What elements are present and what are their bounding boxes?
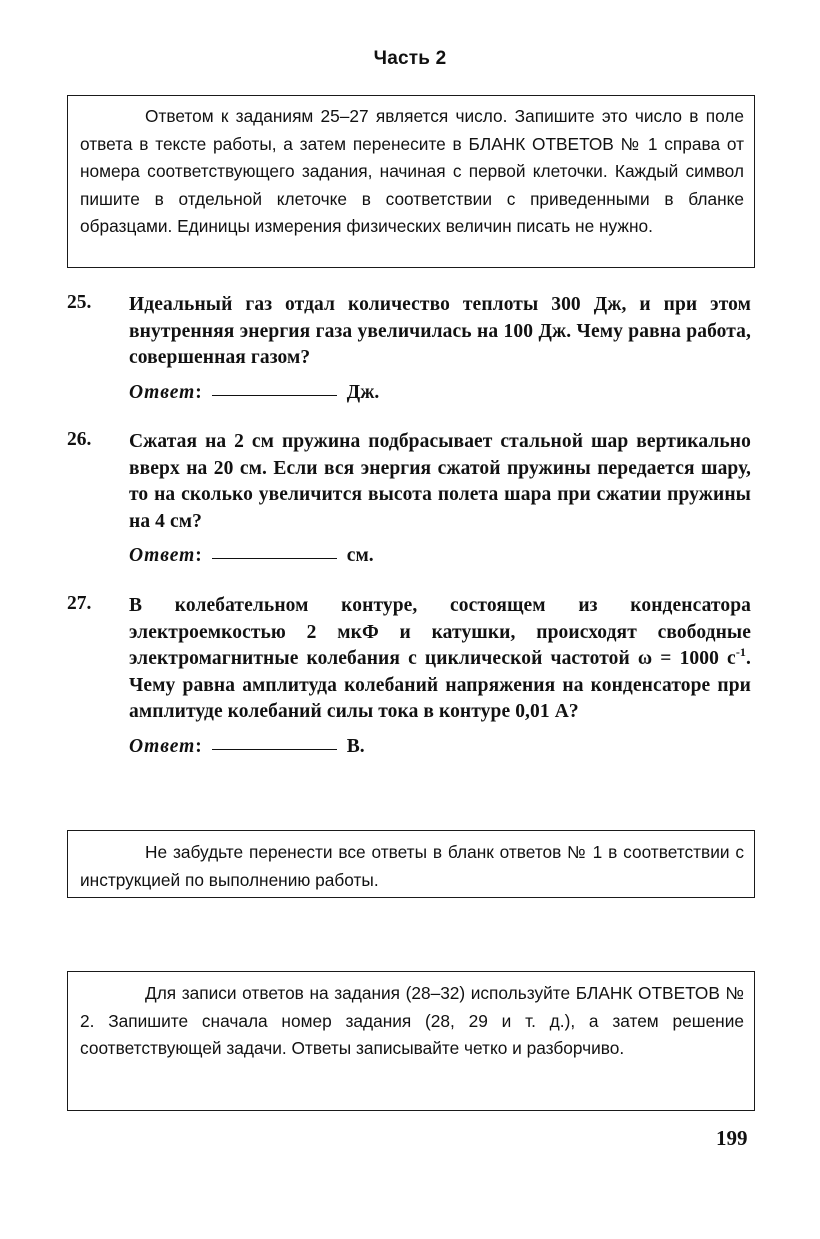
answer-unit: В. (346, 735, 365, 757)
answer-blank[interactable] (212, 557, 337, 559)
answer-colon: : (195, 545, 202, 566)
part-title: Часть 2 (373, 48, 447, 69)
task-27 (67, 593, 757, 758)
answer-row (129, 736, 757, 758)
answer-unit: Дж. (346, 381, 380, 403)
answer-label: Ответ (129, 381, 196, 403)
task-text (129, 593, 751, 726)
reminder-text: Не забудьте перенести все ответы в бланк ответов № 1 в соответствии с инструкцией по выполнению работы. (80, 842, 744, 890)
instruction-text: Ответом к заданиям 25–27 является число. Запишите это число в поле ответа в тексте работы, а затем перенесите в БЛАНК ОТВЕТОВ № 1 справа от номера соответствующего задания, начиная с первой клеточки. Каждый символ пишите в отдельной клеточке в соответствии с приведенными в бланке образцами. Единицы измерения физических величин писать не нужно. (80, 106, 744, 236)
task-26 (67, 429, 757, 567)
task-25 (67, 292, 757, 404)
answer-row (129, 382, 757, 404)
task-number: 25. (67, 292, 92, 313)
answer-blank[interactable] (212, 748, 337, 750)
task-number: 27. (67, 593, 92, 614)
task-text-superscript: -1 (735, 645, 747, 659)
answer-row (129, 545, 757, 567)
answer-blank[interactable] (212, 394, 337, 396)
instruction-box-answers-25-27 (67, 95, 755, 268)
answer-colon: : (195, 735, 202, 757)
answer-label: Ответ (129, 545, 196, 566)
task-text-part-1: В колебательном контуре, состоящем из конденсатора электроемкостью 2 мкФ и катушки, происходят свободные электромагнитные колебания с циклической частотой ω = 1000 с (129, 595, 751, 669)
answer-colon: : (195, 381, 202, 403)
answer-label: Ответ (129, 735, 196, 757)
page-number: 199 (716, 1126, 748, 1150)
reminder-box (67, 830, 755, 898)
task-number: 26. (67, 429, 92, 450)
task-text: Сжатая на 2 см пружина подбрасывает стальной шар вертикально вверх на 20 см. Если вся энергия сжатой пружины передается шару, то на сколько увеличится высота полета шара при сжатии пружины на 4 см? (129, 431, 751, 532)
instruction-text: Для записи ответов на задания (28–32) используйте БЛАНК ОТВЕТОВ № 2. Запишите сначала номер задания (28, 29 и т. д.), а затем решение соответствующей задачи. Ответы записывайте четко и разборчиво. (80, 983, 744, 1058)
task-text: Идеальный газ отдал количество теплоты 300 Дж, и при этом внутренняя энергия газа увеличилась на 100 Дж. Чему равна работа, совершенная газом? (129, 294, 751, 368)
task-text-part-2: . Чему равна амплитуда колебаний напряжения на конденсаторе при амплитуде колебаний силы тока в контуре 0,01 А? (129, 648, 751, 722)
answer-unit: см. (346, 545, 374, 566)
instruction-box-answers-28-32 (67, 971, 755, 1111)
